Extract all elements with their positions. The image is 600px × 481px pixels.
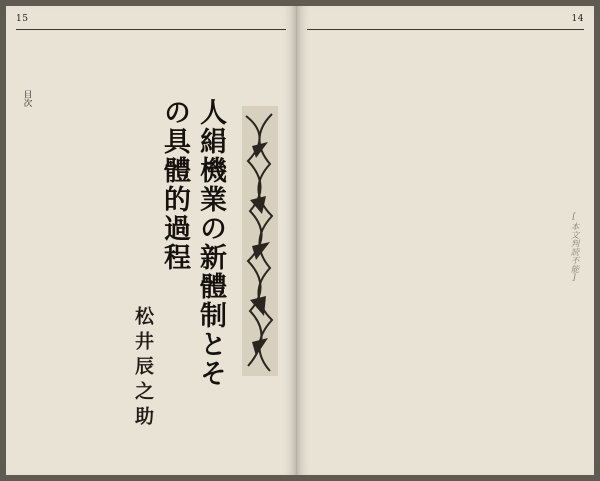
toc-heading: 目次: [22, 90, 32, 107]
left-header-rule: [16, 29, 286, 30]
right-page: [297, 6, 595, 475]
book-spread: [6, 6, 594, 475]
left-page-number: 15: [16, 14, 29, 24]
right-page-number: 14: [571, 14, 584, 24]
article-title: 人絹機業の新體制とその具體的過程: [159, 98, 226, 388]
right-header-rule: [307, 29, 585, 30]
illegible-note: [本文判読不能]: [569, 211, 579, 283]
left-running-head: [16, 14, 28, 24]
left-page: [6, 6, 297, 475]
body-text: [310, 42, 580, 452]
right-running-head: [572, 14, 584, 24]
article-author: 松井辰之助: [132, 306, 154, 431]
decorative-ornament-image: [242, 106, 278, 376]
table-of-contents: [20, 90, 33, 390]
